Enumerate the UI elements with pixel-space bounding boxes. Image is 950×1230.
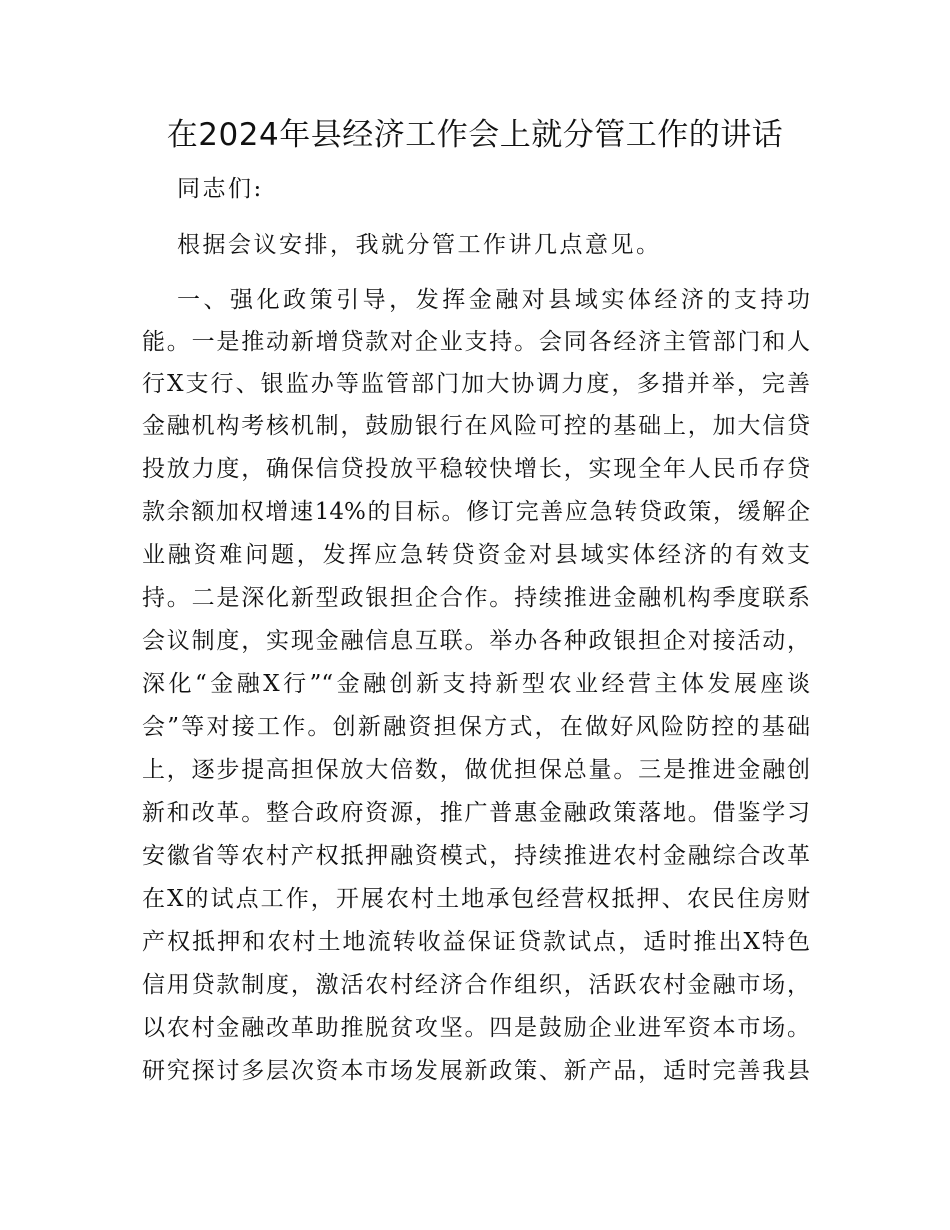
- paragraph-line: 在X的试点工作，开展农村土地承包经营权抵押、农民住房财: [142, 886, 810, 912]
- paragraph-line: 上，逐步提高担保放大倍数，做优担保总量。三是推进金融创: [142, 757, 810, 783]
- paragraph-line: 款余额加权增速14%的目标。修订完善应急转贷政策，缓解企: [142, 499, 810, 525]
- paragraph-line: 新和改革。整合政府资源，推广普惠金融政策落地。借鉴学习: [142, 800, 810, 826]
- paragraph-line: 深化“金融X行”“金融创新支持新型农业经营主体发展座谈: [142, 671, 810, 697]
- paragraph-line: 业融资难问题，发挥应急转贷资金对县域实体经济的有效支: [142, 542, 810, 568]
- salutation: 同志们:: [177, 176, 264, 202]
- paragraph-line: 以农村金融改革助推脱贫攻坚。四是鼓励企业进军资本市场。: [142, 1015, 810, 1041]
- paragraph-line: 会”等对接工作。创新融资担保方式，在做好风险防控的基础: [142, 714, 810, 740]
- paragraph-line: 研究探讨多层次资本市场发展新政策、新产品，适时完善我县: [142, 1058, 810, 1084]
- paragraph-line: 会议制度，实现金融信息互联。举办各种政银担企对接活动，: [142, 628, 810, 654]
- paragraph-line: 金融机构考核机制，鼓励银行在风险可控的基础上，加大信贷: [142, 413, 810, 439]
- paragraph-line: 一、强化政策引导，发挥金融对县域实体经济的支持功: [177, 287, 810, 313]
- paragraph-line: 信用贷款制度，激活农村经济合作组织，活跃农村金融市场，: [142, 972, 810, 998]
- document-title: 在2024年县经济工作会上就分管工作的讲话: [166, 117, 784, 153]
- intro-paragraph: 根据会议安排，我就分管工作讲几点意见。: [177, 232, 662, 258]
- paragraph-line: 行X支行、银监办等监管部门加大协调力度，多措并举，完善: [142, 371, 810, 397]
- paragraph-line: 安徽省等农村产权抵押融资模式，持续推进农村金融综合改革: [142, 843, 810, 869]
- paragraph-line: 能。一是推动新增贷款对企业支持。会同各经济主管部门和人: [142, 329, 810, 355]
- paragraph-line: 持。二是深化新型政银担企合作。持续推进金融机构季度联系: [142, 585, 810, 611]
- paragraph-line: 产权抵押和农村土地流转收益保证贷款试点，适时推出X特色: [142, 929, 810, 955]
- paragraph-line: 投放力度，确保信贷投放平稳较快增长，实现全年人民币存贷: [142, 456, 810, 482]
